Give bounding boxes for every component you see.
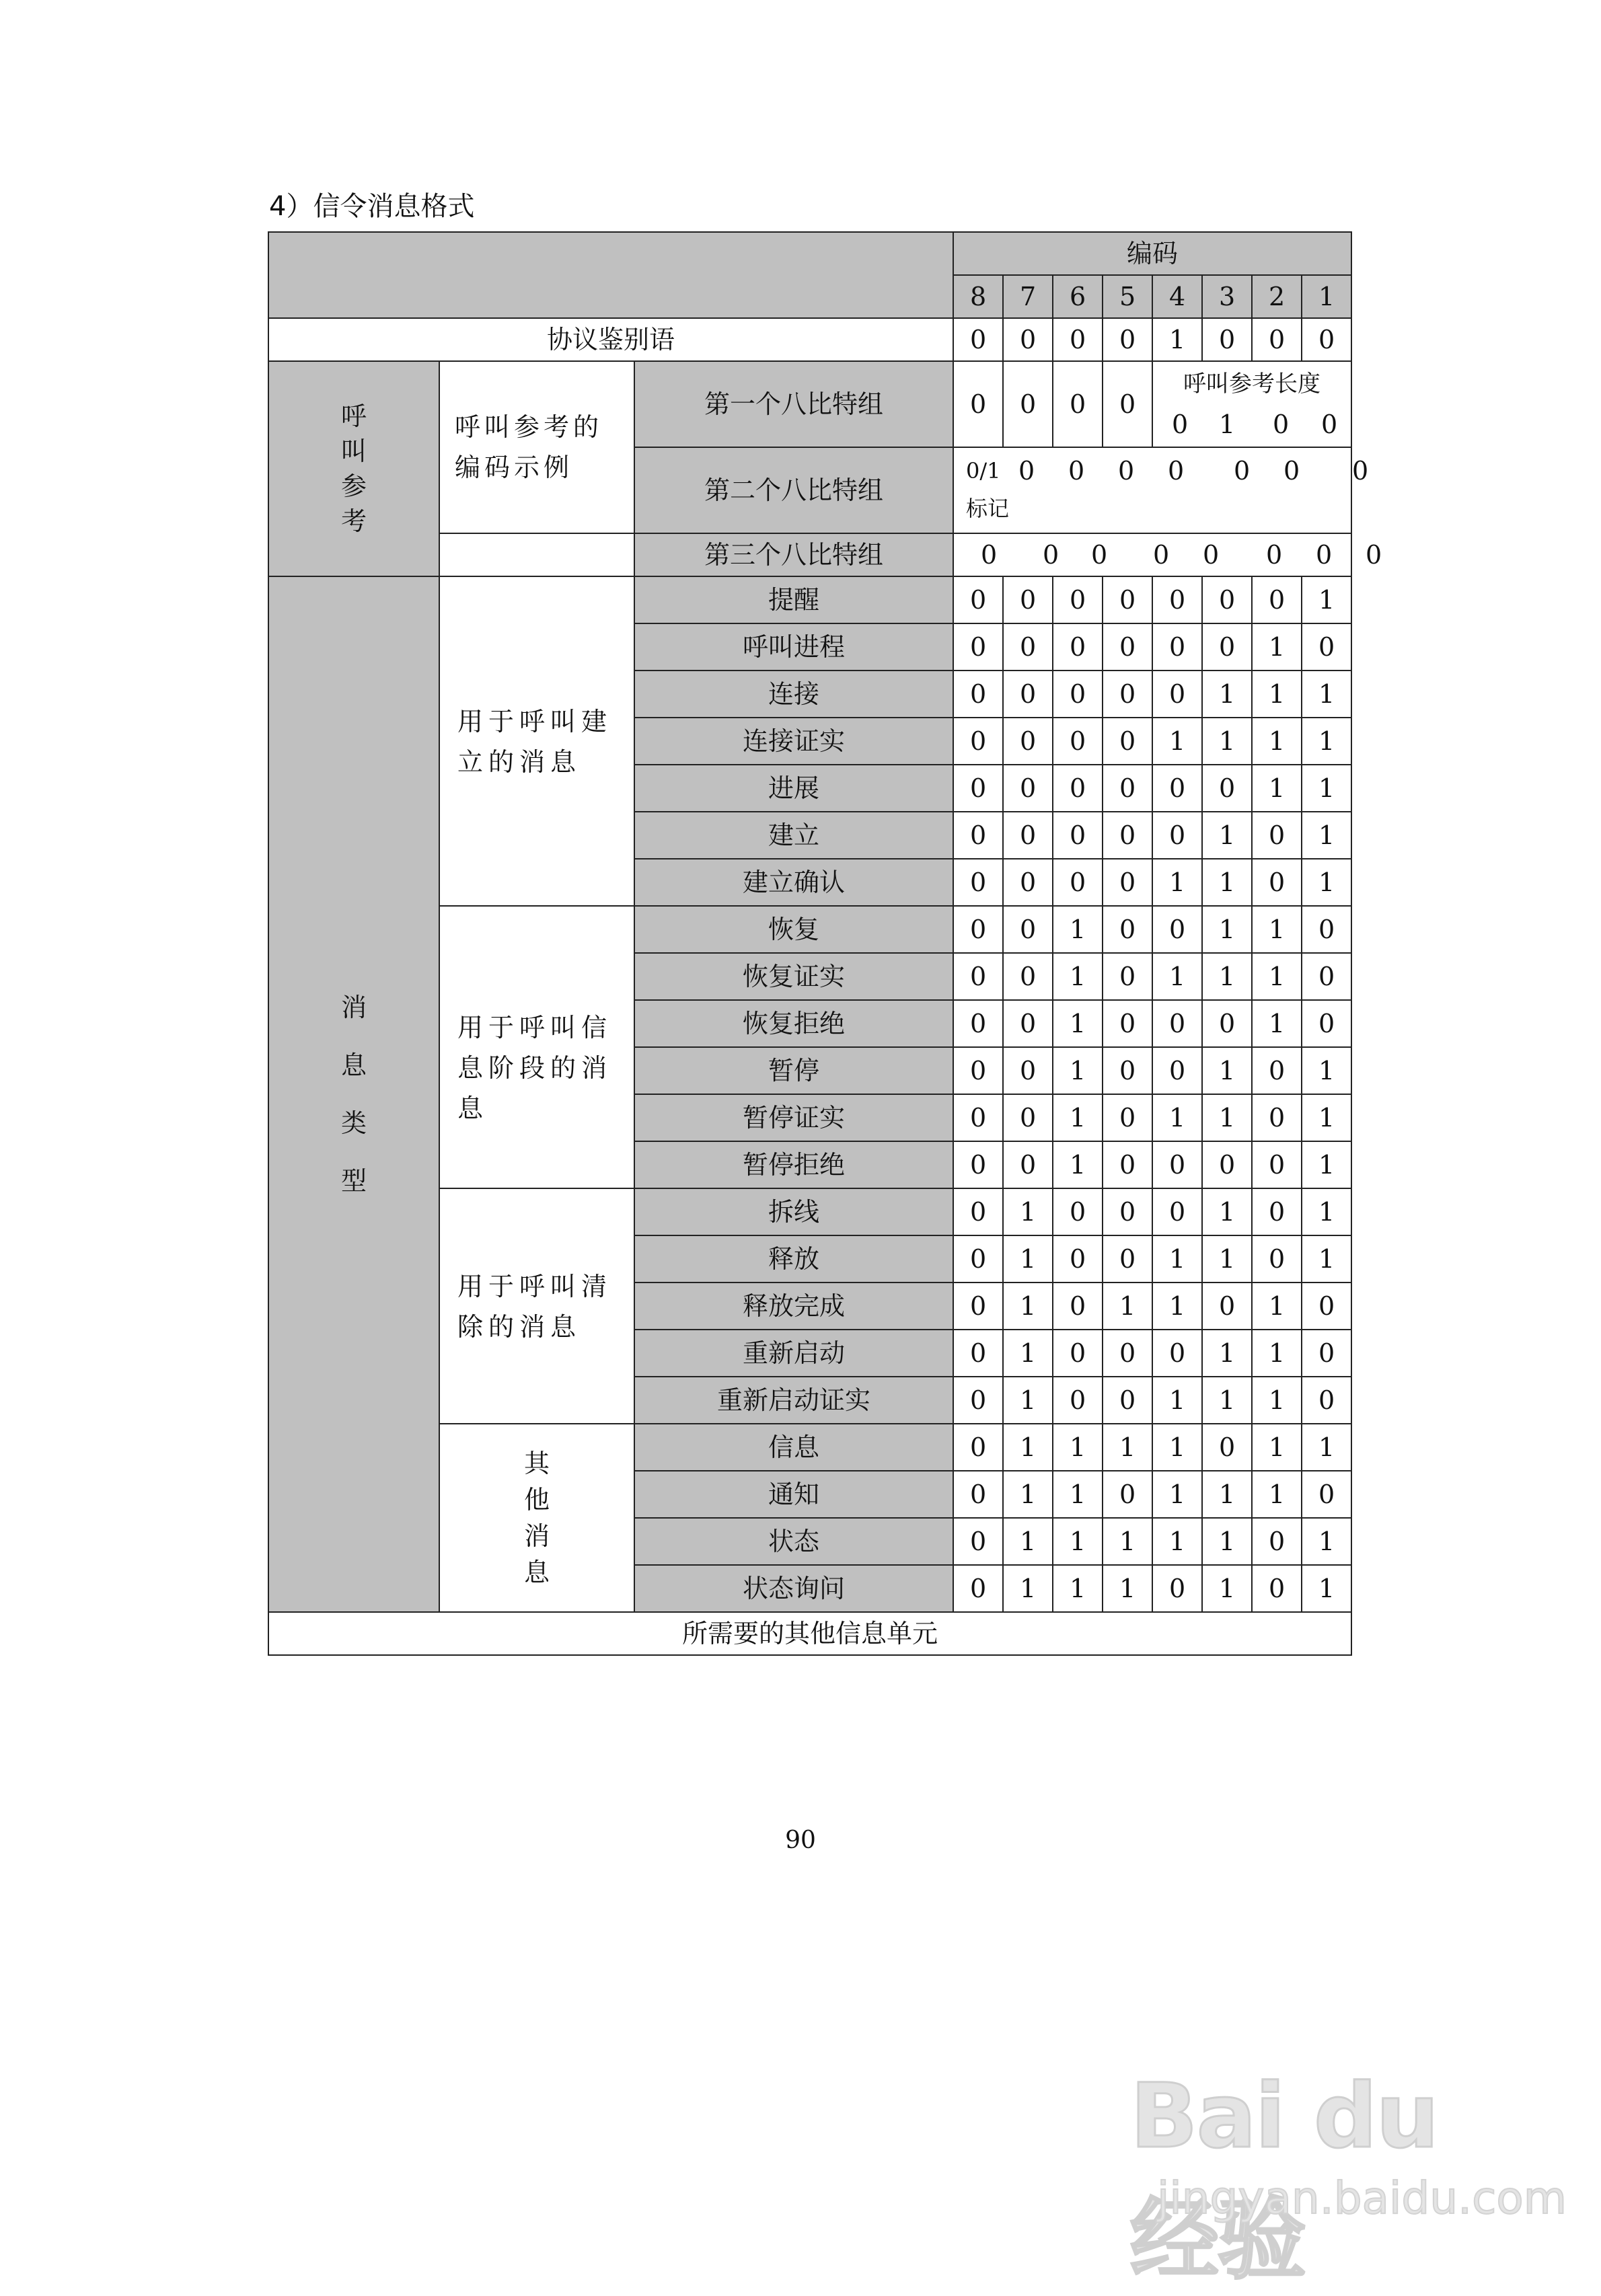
bit-cell: 0 [1053, 812, 1103, 859]
bit-cell: 0 [953, 1283, 1003, 1330]
bit-cell: 0 [1302, 1000, 1351, 1047]
bit-cell: 1 [1302, 1047, 1351, 1094]
message-name: 拆线 [634, 1188, 953, 1235]
bit-cell: 0 [1003, 1094, 1053, 1141]
bit-cell: 0 [1003, 671, 1053, 718]
bit-cell: 1 [1302, 812, 1351, 859]
bit-cell: 0 [1053, 718, 1103, 765]
bit-cell: 0 [1003, 1141, 1053, 1188]
bit-cell: 0 [953, 671, 1003, 718]
flag-label: 标记 [966, 496, 1010, 521]
bit-cell: 0 [1103, 1141, 1152, 1188]
bit-cell: 1 [1053, 1047, 1103, 1094]
protocol-discriminator-label: 协议鉴别语 [268, 318, 953, 361]
bit-cell: 8 [953, 275, 1003, 318]
bit-cell: 5 [1103, 275, 1152, 318]
bit-cell: 1 [1252, 906, 1302, 953]
bit-cell: 0 [1003, 318, 1053, 361]
bit-cell: 1 [1003, 1188, 1053, 1235]
bit-cell: 1 [1003, 1565, 1053, 1612]
message-group-label: 用于呼叫建立的消息 [439, 576, 634, 906]
bit-cell: 0 [1003, 623, 1053, 671]
bit-cell: 0 [1152, 765, 1202, 812]
bit-cell: 0 [1103, 859, 1152, 906]
bit-value: 0 [1283, 456, 1300, 486]
group-label-char: 息 [340, 1050, 367, 1080]
message-name: 恢复 [634, 906, 953, 953]
table-row [268, 318, 1351, 361]
bit-cell: 1 [1202, 859, 1252, 906]
bit-cell: 1 [1302, 1565, 1351, 1612]
bit-cell: 1 [1302, 1235, 1351, 1283]
bit-cell: 1 [1302, 765, 1351, 812]
bit-cell: 1 [1152, 1235, 1202, 1283]
bit-cell: 1 [1252, 765, 1302, 812]
bit-value: 0 [1351, 456, 1369, 486]
bit-cell: 1 [1302, 576, 1351, 623]
bit-cell: 0 [1152, 671, 1202, 718]
group-label-char: 参 [340, 471, 367, 501]
octet-2-label: 第二个八比特组 [634, 447, 953, 533]
bit-cell: 0 [1053, 1283, 1103, 1330]
message-name: 建立 [634, 812, 953, 859]
bit-cell: 0 [953, 623, 1003, 671]
bit-cell: 0 [1003, 361, 1053, 447]
table-row [268, 1612, 1351, 1655]
group-label-char: 他 [523, 1485, 550, 1515]
bit-cell: 0 [1202, 318, 1252, 361]
bit-cell: 1 [1053, 953, 1103, 1000]
bit-cell: 1 [1202, 906, 1252, 953]
bit-cell: 0 [1003, 1000, 1053, 1047]
bit-cell: 0 [1202, 1283, 1252, 1330]
bit-value: 0 [1090, 540, 1108, 570]
bit-cell: 0 [1252, 1518, 1302, 1565]
bit-cell: 0 [1202, 1141, 1252, 1188]
bit-cell: 1 [1302, 1141, 1351, 1188]
octet-3-label: 第三个八比特组 [634, 533, 953, 576]
message-name: 通知 [634, 1471, 953, 1518]
bit-cell: 0 [1053, 318, 1103, 361]
bit-value: 0 [1202, 540, 1220, 570]
bit-cell: 1 [1302, 275, 1351, 318]
bit-cell: 0 [1103, 765, 1152, 812]
bit-cell: 0 [1302, 953, 1351, 1000]
bit-cell: 1 [1103, 1424, 1152, 1471]
bit-cell: 0 [1103, 1188, 1152, 1235]
bit-cell: 0 [953, 1235, 1003, 1283]
message-group-label [439, 1424, 634, 1612]
bit-cell: 0 [1202, 765, 1252, 812]
bit-cell: 1 [1053, 1471, 1103, 1518]
message-name: 进展 [634, 765, 953, 812]
message-name: 释放完成 [634, 1283, 953, 1330]
bit-cell: 1 [1302, 1518, 1351, 1565]
bit-cell: 1 [1252, 1283, 1302, 1330]
bit-cell: 0 [953, 361, 1003, 447]
bit-cell: 0 [1103, 1471, 1152, 1518]
bit-cell: 0 [953, 859, 1003, 906]
bit-cell: 0 [953, 1094, 1003, 1141]
bit-value: 0 [1068, 456, 1085, 486]
bit-cell: 0 [1103, 623, 1152, 671]
bit-cell: 1 [1202, 671, 1252, 718]
bit-cell: 1 [1003, 1235, 1053, 1283]
bit-cell: 0 [953, 1141, 1003, 1188]
message-name: 信息 [634, 1424, 953, 1471]
table-row [268, 576, 1351, 623]
bit-cell: 1 [1252, 1377, 1302, 1424]
bit-cell: 1 [1302, 1188, 1351, 1235]
bit-cell: 1 [1152, 859, 1202, 906]
group-label-char: 息 [523, 1558, 550, 1587]
bit-cell: 1 [1252, 623, 1302, 671]
bit-cell: 1 [1053, 906, 1103, 953]
bit-cell: 0 [1103, 671, 1152, 718]
bit-cell: 1 [1252, 1330, 1302, 1377]
bit-cell: 0 [1103, 1377, 1152, 1424]
bit-cell: 0 [1152, 576, 1202, 623]
group-label-char: 呼 [340, 401, 367, 431]
bit-cell: 0 [1003, 576, 1053, 623]
bit-cell: 0 [1302, 1283, 1351, 1330]
other-info-elements-row: 所需要的其他信息单元 [268, 1612, 1351, 1655]
bit-cell: 0 [1302, 1377, 1351, 1424]
message-name: 重新启动 [634, 1330, 953, 1377]
bit-cell: 1 [1252, 718, 1302, 765]
bit-cell: 1 [1003, 1377, 1053, 1424]
bit-cell: 1 [1003, 1283, 1053, 1330]
bit-cell: 3 [1202, 275, 1252, 318]
bit-cell: 0 [1103, 576, 1152, 623]
bit-cell: 1 [1152, 1377, 1202, 1424]
bit-cell: 7 [1003, 275, 1053, 318]
call-reference-example-label: 呼叫参考的编码示例 [439, 361, 634, 533]
message-name: 暂停拒绝 [634, 1141, 953, 1188]
bit-cell: 1 [1003, 1518, 1053, 1565]
bit-cell: 0 [1252, 318, 1302, 361]
bit-cell: 0 [1152, 1047, 1202, 1094]
group-label-char: 考 [340, 506, 367, 536]
bit-cell: 0 [1053, 1235, 1103, 1283]
call-reference-length-cell [1152, 361, 1351, 447]
bit-cell: 0 [1252, 812, 1302, 859]
bit-cell: 0 [1152, 1565, 1202, 1612]
bit-cell: 0 [1003, 906, 1053, 953]
bit-cell: 0 [1252, 1094, 1302, 1141]
bit-cell: 0 [953, 1330, 1003, 1377]
bit-cell: 0 [1103, 718, 1152, 765]
bit-cell: 0 [1252, 1188, 1302, 1235]
bit-cell: 0 [1003, 953, 1053, 1000]
message-name: 呼叫进程 [634, 623, 953, 671]
bit-cell: 0 [1003, 718, 1053, 765]
encoding-header: 编码 [953, 232, 1351, 275]
bit-cell: 1 [1152, 1471, 1202, 1518]
group-label-char: 类 [340, 1108, 367, 1138]
baidu-watermark [1117, 2038, 1567, 2292]
message-name: 连接 [634, 671, 953, 718]
bit-cell: 0 [953, 953, 1003, 1000]
bit-cell: 1 [1152, 953, 1202, 1000]
group-label-char: 消 [523, 1521, 550, 1551]
bit-cell: 1 [1053, 1000, 1103, 1047]
bit-cell: 1 [1202, 1047, 1252, 1094]
bit-cell: 1 [1003, 1424, 1053, 1471]
flag-bit: 0/1 [966, 458, 1001, 484]
bit-cell: 1 [1252, 1000, 1302, 1047]
bit-cell: 1 [1252, 1471, 1302, 1518]
bit-cell: 0 [1003, 812, 1053, 859]
message-name: 状态询问 [634, 1565, 953, 1612]
message-name: 状态 [634, 1518, 953, 1565]
bit-value: 0 [1167, 456, 1185, 486]
bit-cell: 1 [1103, 1283, 1152, 1330]
bit-cell: 0 [1003, 1047, 1053, 1094]
bit-cell: 1 [1053, 1094, 1103, 1141]
bit-cell: 0 [953, 1518, 1003, 1565]
group-label-char: 其 [523, 1449, 550, 1478]
bit-cell: 0 [1152, 1330, 1202, 1377]
bit-cell: 1 [1152, 1283, 1202, 1330]
watermark-url: jingyan.baidu.com [1157, 2172, 1567, 2224]
group-label-char: 叫 [340, 436, 367, 466]
bit-cell: 6 [1053, 275, 1103, 318]
bit-cell: 1 [1053, 1424, 1103, 1471]
bit-cell: 0 [1152, 1188, 1202, 1235]
bit-cell: 0 [953, 765, 1003, 812]
bit-cell: 0 [1302, 318, 1351, 361]
page-number: 90 [785, 1827, 816, 1854]
message-name: 暂停 [634, 1047, 953, 1094]
bit-cell: 0 [1003, 859, 1053, 906]
bit-cell: 1 [1302, 1424, 1351, 1471]
bit-value: 0 [1320, 410, 1338, 439]
group-label-char: 型 [340, 1166, 367, 1196]
bit-cell: 1 [1202, 1377, 1252, 1424]
bit-cell: 0 [1152, 906, 1202, 953]
bit-cell: 1 [1252, 953, 1302, 1000]
bit-cell: 0 [1103, 906, 1152, 953]
bit-cell: 1 [1202, 812, 1252, 859]
table-row [268, 361, 1351, 447]
call-reference-group-label [268, 361, 439, 576]
bit-cell: 0 [1103, 1000, 1152, 1047]
bit-cell: 0 [1053, 361, 1103, 447]
octet-2-bits-cell [953, 447, 1369, 533]
bit-cell: 1 [1302, 718, 1351, 765]
bit-value: 0 [1117, 456, 1135, 486]
bit-cell: 1 [1202, 1518, 1252, 1565]
bit-cell: 0 [1152, 1000, 1202, 1047]
message-name: 连接证实 [634, 718, 953, 765]
message-name: 暂停证实 [634, 1094, 953, 1141]
bit-cell: 0 [953, 576, 1003, 623]
message-group-label: 用于呼叫清除的消息 [439, 1188, 634, 1424]
bit-cell: 0 [1053, 1377, 1103, 1424]
message-name: 重新启动证实 [634, 1377, 953, 1424]
bit-cell: 0 [1302, 623, 1351, 671]
bit-cell: 0 [953, 1047, 1003, 1094]
header-blank-cell [268, 232, 953, 318]
bit-cell: 0 [1152, 812, 1202, 859]
bit-cell: 0 [953, 718, 1003, 765]
bit-cell: 0 [953, 1565, 1003, 1612]
bit-cell: 0 [953, 1424, 1003, 1471]
bit-cell: 1 [1152, 718, 1202, 765]
bit-cell: 1 [1053, 1565, 1103, 1612]
octet-1-label: 第一个八比特组 [634, 361, 953, 447]
message-type-group-label [268, 576, 439, 1612]
group-label-char: 消 [340, 993, 367, 1022]
bit-cell: 1 [1202, 1094, 1252, 1141]
bit-cell: 1 [1302, 859, 1351, 906]
bit-cell: 0 [1053, 765, 1103, 812]
call-reference-blank-cell [439, 533, 634, 576]
bit-cell: 0 [1103, 812, 1152, 859]
bit-value: 1 [1218, 410, 1236, 439]
bit-cell: 1 [1252, 671, 1302, 718]
bit-cell: 0 [1103, 361, 1152, 447]
bit-cell: 1 [1003, 1471, 1053, 1518]
bit-cell: 0 [953, 1000, 1003, 1047]
bit-value: 0 [980, 540, 998, 570]
bit-cell: 0 [1202, 1000, 1252, 1047]
bit-cell: 0 [953, 1471, 1003, 1518]
bit-cell: 1 [1152, 318, 1202, 361]
bit-cell: 1 [1302, 1094, 1351, 1141]
bit-cell: 1 [1252, 1424, 1302, 1471]
bit-cell: 0 [953, 906, 1003, 953]
octet-3-bits-cell [953, 533, 1382, 576]
bit-cell: 1 [1053, 1518, 1103, 1565]
bit-cell: 1 [1152, 1424, 1202, 1471]
bit-cell: 1 [1202, 1188, 1252, 1235]
bit-cell: 0 [1302, 1471, 1351, 1518]
message-name: 恢复拒绝 [634, 1000, 953, 1047]
bit-cell: 0 [1202, 1424, 1252, 1471]
bit-cell: 0 [1103, 318, 1152, 361]
bit-cell: 0 [1053, 1188, 1103, 1235]
bit-cell: 1 [1202, 1565, 1252, 1612]
bit-cell: 0 [953, 318, 1003, 361]
message-name: 释放 [634, 1235, 953, 1283]
bit-cell: 1 [1003, 1330, 1053, 1377]
signaling-message-table [268, 231, 1382, 1656]
bit-cell: 1 [1103, 1518, 1152, 1565]
bit-cell: 0 [1302, 906, 1351, 953]
bit-cell: 1 [1202, 1471, 1252, 1518]
bit-cell: 0 [1103, 1330, 1152, 1377]
bit-cell: 0 [1252, 1235, 1302, 1283]
bit-cell: 0 [1152, 623, 1202, 671]
bit-cell: 0 [1053, 859, 1103, 906]
message-group-label: 用于呼叫信息阶段的消息 [439, 906, 634, 1188]
bit-cell: 4 [1152, 275, 1202, 318]
bit-cell: 1 [1302, 671, 1351, 718]
bit-cell: 0 [1252, 1141, 1302, 1188]
bit-cell: 1 [1103, 1565, 1152, 1612]
bit-cell: 1 [1152, 1518, 1202, 1565]
bit-cell: 0 [1103, 1094, 1152, 1141]
bit-cell: 0 [1252, 1565, 1302, 1612]
bit-cell: 0 [1152, 1141, 1202, 1188]
table-row [268, 232, 1351, 275]
bit-cell: 0 [953, 812, 1003, 859]
bit-value: 0 [1272, 410, 1290, 439]
bit-cell: 1 [1202, 953, 1252, 1000]
bit-cell: 1 [1053, 1141, 1103, 1188]
bit-cell: 0 [1202, 623, 1252, 671]
bit-cell: 0 [1302, 1330, 1351, 1377]
bit-value: 0 [1265, 540, 1283, 570]
bit-value: 0 [1152, 540, 1170, 570]
bit-cell: 0 [1103, 1235, 1152, 1283]
bit-cell: 0 [953, 1188, 1003, 1235]
bit-cell: 1 [1202, 1235, 1252, 1283]
bit-cell: 0 [953, 1377, 1003, 1424]
bit-cell: 1 [1202, 718, 1252, 765]
bit-cell: 0 [1053, 671, 1103, 718]
bit-value: 0 [1233, 456, 1251, 486]
bit-cell: 0 [1252, 1047, 1302, 1094]
message-name: 建立确认 [634, 859, 953, 906]
bit-cell: 1 [1152, 1094, 1202, 1141]
section-heading: 4）信令消息格式 [269, 191, 475, 222]
call-reference-length-label: 呼叫参考长度 [1183, 371, 1321, 397]
bit-cell: 0 [1053, 623, 1103, 671]
bit-cell: 0 [1053, 576, 1103, 623]
watermark-logo: Bai du 经验 [1130, 2065, 1438, 2292]
bit-cell: 0 [1252, 576, 1302, 623]
bit-cell: 1 [1202, 1330, 1252, 1377]
bit-value: 0 [1018, 456, 1035, 486]
bit-cell: 0 [1103, 1047, 1152, 1094]
bit-cell: 0 [1252, 859, 1302, 906]
bit-value: 0 [1315, 540, 1333, 570]
bit-cell: 0 [1053, 1330, 1103, 1377]
message-name: 提醒 [634, 576, 953, 623]
bit-cell: 0 [1202, 576, 1252, 623]
message-name: 恢复证实 [634, 953, 953, 1000]
bit-value: 0 [1171, 410, 1189, 439]
bit-value: 0 [1365, 540, 1382, 570]
bit-value: 0 [1042, 540, 1059, 570]
bit-cell: 0 [1003, 765, 1053, 812]
bit-cell: 0 [1103, 953, 1152, 1000]
bit-cell: 2 [1252, 275, 1302, 318]
